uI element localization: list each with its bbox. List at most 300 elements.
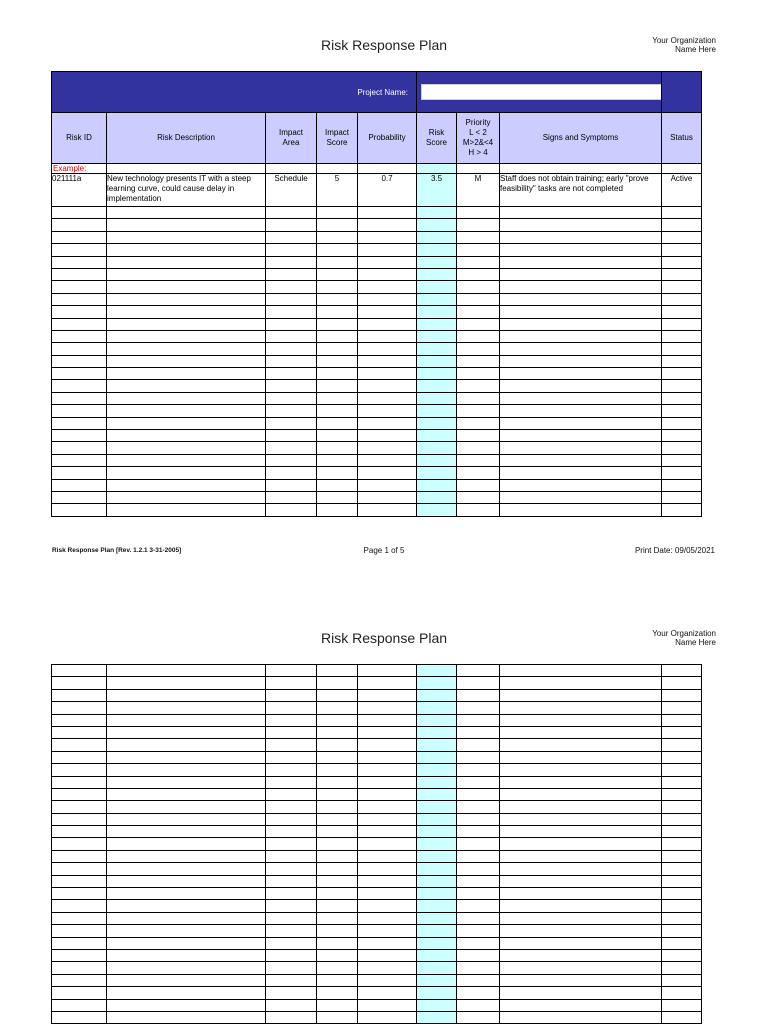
table-cell[interactable] (417, 368, 457, 380)
example-risk-score[interactable]: 3.5 (417, 174, 457, 207)
table-row[interactable] (52, 764, 702, 776)
table-row[interactable] (52, 912, 702, 924)
table-cell[interactable] (457, 726, 500, 738)
table-cell[interactable] (500, 999, 662, 1011)
table-cell[interactable] (52, 504, 107, 516)
table-cell[interactable] (266, 318, 317, 330)
table-row[interactable] (52, 788, 702, 800)
table-cell[interactable] (662, 912, 702, 924)
table-cell[interactable] (358, 776, 417, 788)
table-cell[interactable] (662, 689, 702, 701)
table-cell[interactable] (358, 863, 417, 875)
table-cell[interactable] (417, 875, 457, 887)
table-cell[interactable] (52, 813, 107, 825)
table-cell[interactable] (107, 665, 266, 677)
table-cell[interactable] (317, 900, 358, 912)
table-cell[interactable] (266, 417, 317, 429)
table-cell[interactable] (52, 318, 107, 330)
table-cell[interactable] (266, 467, 317, 479)
table-cell[interactable] (107, 491, 266, 503)
table-cell[interactable] (317, 479, 358, 491)
table-cell[interactable] (107, 479, 266, 491)
table-cell[interactable] (358, 665, 417, 677)
table-cell[interactable] (417, 392, 457, 404)
table-cell[interactable] (457, 962, 500, 974)
table-cell[interactable] (317, 665, 358, 677)
table-cell[interactable] (662, 665, 702, 677)
table-cell[interactable] (52, 491, 107, 503)
table-cell[interactable] (417, 826, 457, 838)
table-cell[interactable] (500, 491, 662, 503)
table-cell[interactable] (500, 826, 662, 838)
table-cell[interactable] (500, 702, 662, 714)
table-cell[interactable] (662, 863, 702, 875)
table-cell[interactable] (500, 962, 662, 974)
table-cell[interactable] (317, 776, 358, 788)
table-cell[interactable] (52, 244, 107, 256)
table-cell[interactable] (317, 318, 358, 330)
table-cell[interactable] (417, 912, 457, 924)
table-cell[interactable] (52, 900, 107, 912)
table-cell[interactable] (662, 442, 702, 454)
table-cell[interactable] (107, 281, 266, 293)
table-cell[interactable] (107, 343, 266, 355)
example-probability[interactable]: 0.7 (358, 174, 417, 207)
table-cell[interactable] (662, 256, 702, 268)
table-row[interactable] (52, 689, 702, 701)
table-cell[interactable] (317, 764, 358, 776)
table-cell[interactable] (662, 937, 702, 949)
table-cell[interactable] (358, 281, 417, 293)
table-cell[interactable] (500, 863, 662, 875)
table-cell[interactable] (266, 726, 317, 738)
table-cell[interactable] (107, 850, 266, 862)
table-cell[interactable] (52, 875, 107, 887)
table-cell[interactable] (266, 751, 317, 763)
table-cell[interactable] (107, 937, 266, 949)
table-cell[interactable] (417, 1011, 457, 1023)
table-cell[interactable] (358, 888, 417, 900)
table-cell[interactable] (52, 467, 107, 479)
table-cell[interactable] (107, 900, 266, 912)
table-cell[interactable] (52, 281, 107, 293)
table-cell[interactable] (52, 925, 107, 937)
table-cell[interactable] (317, 949, 358, 961)
table-cell[interactable] (52, 268, 107, 280)
table-cell[interactable] (52, 999, 107, 1011)
table-cell[interactable] (52, 454, 107, 466)
table-cell[interactable] (358, 677, 417, 689)
table-cell[interactable] (500, 801, 662, 813)
table-row[interactable] (52, 714, 702, 726)
table-cell[interactable] (662, 726, 702, 738)
table-cell[interactable] (358, 801, 417, 813)
table-cell[interactable] (457, 219, 500, 231)
table-cell[interactable] (457, 689, 500, 701)
table-cell[interactable] (107, 925, 266, 937)
table-cell[interactable] (417, 739, 457, 751)
table-cell[interactable] (52, 801, 107, 813)
table-cell[interactable] (500, 318, 662, 330)
table-cell[interactable] (317, 863, 358, 875)
table-cell[interactable] (417, 268, 457, 280)
table-cell[interactable] (662, 764, 702, 776)
table-cell[interactable] (417, 677, 457, 689)
table-cell[interactable] (52, 962, 107, 974)
table-cell[interactable] (317, 380, 358, 392)
table-cell[interactable] (266, 281, 317, 293)
table-cell[interactable] (317, 1011, 358, 1023)
table-cell[interactable] (107, 863, 266, 875)
table-cell[interactable] (107, 454, 266, 466)
table-cell[interactable] (358, 454, 417, 466)
table-cell[interactable] (52, 1011, 107, 1023)
table-cell[interactable] (662, 380, 702, 392)
table-cell[interactable] (358, 726, 417, 738)
table-cell[interactable] (500, 479, 662, 491)
table-cell[interactable] (417, 293, 457, 305)
table-cell[interactable] (317, 430, 358, 442)
table-cell[interactable] (457, 467, 500, 479)
table-cell[interactable] (417, 888, 457, 900)
table-cell[interactable] (358, 405, 417, 417)
table-cell[interactable] (266, 368, 317, 380)
table-cell[interactable] (457, 714, 500, 726)
table-cell[interactable] (317, 231, 358, 243)
table-row[interactable] (52, 330, 702, 342)
table-cell[interactable] (417, 330, 457, 342)
table-cell[interactable] (317, 962, 358, 974)
table-cell[interactable] (500, 231, 662, 243)
table-cell[interactable] (500, 974, 662, 986)
table-cell[interactable] (662, 714, 702, 726)
table-cell[interactable] (358, 293, 417, 305)
table-row[interactable] (52, 417, 702, 429)
table-row[interactable] (52, 826, 702, 838)
table-cell[interactable] (358, 479, 417, 491)
table-cell[interactable] (107, 244, 266, 256)
table-cell[interactable] (500, 430, 662, 442)
table-cell[interactable] (358, 219, 417, 231)
table-cell[interactable] (662, 454, 702, 466)
table-cell[interactable] (358, 838, 417, 850)
table-cell[interactable] (317, 937, 358, 949)
table-row[interactable] (52, 739, 702, 751)
table-cell[interactable] (457, 256, 500, 268)
table-row[interactable] (52, 850, 702, 862)
table-cell[interactable] (107, 219, 266, 231)
table-cell[interactable] (266, 207, 317, 219)
table-cell[interactable] (457, 702, 500, 714)
table-cell[interactable] (52, 838, 107, 850)
table-cell[interactable] (317, 244, 358, 256)
table-cell[interactable] (500, 925, 662, 937)
table-cell[interactable] (457, 925, 500, 937)
table-row[interactable] (52, 999, 702, 1011)
table-cell[interactable] (52, 231, 107, 243)
table-cell[interactable] (107, 788, 266, 800)
table-cell[interactable] (317, 689, 358, 701)
table-cell[interactable] (266, 925, 317, 937)
table-cell[interactable] (52, 888, 107, 900)
table-cell[interactable] (317, 850, 358, 862)
table-row[interactable] (52, 392, 702, 404)
table-cell[interactable] (317, 392, 358, 404)
example-priority[interactable]: M (457, 174, 500, 207)
table-cell[interactable] (317, 207, 358, 219)
table-cell[interactable] (358, 343, 417, 355)
table-cell[interactable] (457, 368, 500, 380)
table-cell[interactable] (500, 293, 662, 305)
table-cell[interactable] (417, 801, 457, 813)
table-cell[interactable] (358, 504, 417, 516)
table-cell[interactable] (317, 355, 358, 367)
table-cell[interactable] (417, 726, 457, 738)
table-cell[interactable] (500, 875, 662, 887)
table-cell[interactable] (457, 231, 500, 243)
table-cell[interactable] (52, 677, 107, 689)
table-cell[interactable] (457, 405, 500, 417)
table-row[interactable] (52, 467, 702, 479)
table-cell[interactable] (52, 912, 107, 924)
table-cell[interactable] (417, 764, 457, 776)
table-cell[interactable] (500, 343, 662, 355)
table-cell[interactable] (107, 999, 266, 1011)
table-cell[interactable] (317, 726, 358, 738)
table-cell[interactable] (417, 776, 457, 788)
table-cell[interactable] (107, 504, 266, 516)
table-cell[interactable] (52, 293, 107, 305)
table-cell[interactable] (107, 888, 266, 900)
table-cell[interactable] (417, 281, 457, 293)
table-cell[interactable] (317, 974, 358, 986)
table-cell[interactable] (457, 788, 500, 800)
table-cell[interactable] (662, 318, 702, 330)
table-cell[interactable] (417, 850, 457, 862)
table-row[interactable] (52, 863, 702, 875)
table-cell[interactable] (266, 714, 317, 726)
table-row[interactable] (52, 677, 702, 689)
table-cell[interactable] (52, 714, 107, 726)
table-cell[interactable] (662, 330, 702, 342)
table-cell[interactable] (662, 999, 702, 1011)
table-cell[interactable] (317, 801, 358, 813)
table-cell[interactable] (500, 838, 662, 850)
table-row[interactable] (52, 813, 702, 825)
table-cell[interactable] (417, 380, 457, 392)
table-cell[interactable] (266, 479, 317, 491)
table-cell[interactable] (52, 776, 107, 788)
table-cell[interactable] (500, 764, 662, 776)
table-cell[interactable] (52, 207, 107, 219)
table-cell[interactable] (417, 306, 457, 318)
table-cell[interactable] (417, 863, 457, 875)
table-cell[interactable] (266, 987, 317, 999)
table-row[interactable] (52, 368, 702, 380)
table-cell[interactable] (457, 268, 500, 280)
table-cell[interactable] (417, 689, 457, 701)
table-cell[interactable] (358, 751, 417, 763)
table-cell[interactable] (358, 318, 417, 330)
table-cell[interactable] (266, 776, 317, 788)
table-row[interactable] (52, 343, 702, 355)
table-cell[interactable] (107, 974, 266, 986)
table-cell[interactable] (457, 504, 500, 516)
table-cell[interactable] (317, 405, 358, 417)
table-cell[interactable] (52, 863, 107, 875)
table-cell[interactable] (662, 925, 702, 937)
table-cell[interactable] (457, 306, 500, 318)
table-cell[interactable] (417, 256, 457, 268)
table-cell[interactable] (457, 739, 500, 751)
table-cell[interactable] (107, 764, 266, 776)
table-cell[interactable] (266, 343, 317, 355)
table-cell[interactable] (457, 392, 500, 404)
table-row[interactable] (52, 219, 702, 231)
table-row[interactable] (52, 949, 702, 961)
table-cell[interactable] (266, 788, 317, 800)
table-cell[interactable] (107, 726, 266, 738)
table-cell[interactable] (457, 863, 500, 875)
table-cell[interactable] (662, 888, 702, 900)
table-cell[interactable] (457, 479, 500, 491)
table-cell[interactable] (500, 751, 662, 763)
table-cell[interactable] (457, 491, 500, 503)
table-cell[interactable] (662, 801, 702, 813)
table-cell[interactable] (52, 306, 107, 318)
table-cell[interactable] (417, 925, 457, 937)
table-cell[interactable] (266, 355, 317, 367)
table-cell[interactable] (500, 900, 662, 912)
table-cell[interactable] (317, 813, 358, 825)
table-row[interactable] (52, 875, 702, 887)
table-row[interactable] (52, 925, 702, 937)
table-cell[interactable] (317, 739, 358, 751)
table-row[interactable] (52, 702, 702, 714)
table-cell[interactable] (107, 838, 266, 850)
example-description[interactable]: New technology presents IT with a steep learning curve, could cause delay in implementation (107, 174, 266, 207)
table-row[interactable] (52, 306, 702, 318)
table-cell[interactable] (107, 467, 266, 479)
table-cell[interactable] (457, 665, 500, 677)
table-cell[interactable] (266, 739, 317, 751)
table-row[interactable] (52, 504, 702, 516)
table-cell[interactable] (417, 207, 457, 219)
table-cell[interactable] (266, 999, 317, 1011)
table-cell[interactable] (266, 900, 317, 912)
table-row[interactable] (52, 293, 702, 305)
table-cell[interactable] (500, 244, 662, 256)
table-row[interactable] (52, 479, 702, 491)
table-cell[interactable] (317, 306, 358, 318)
table-row[interactable] (52, 454, 702, 466)
table-row[interactable] (52, 776, 702, 788)
table-cell[interactable] (358, 937, 417, 949)
table-cell[interactable] (500, 380, 662, 392)
table-cell[interactable] (317, 281, 358, 293)
table-cell[interactable] (417, 405, 457, 417)
table-row[interactable] (52, 900, 702, 912)
table-row[interactable] (52, 726, 702, 738)
table-cell[interactable] (457, 293, 500, 305)
table-cell[interactable] (358, 987, 417, 999)
table-cell[interactable] (500, 504, 662, 516)
table-row[interactable] (52, 838, 702, 850)
table-cell[interactable] (662, 838, 702, 850)
table-cell[interactable] (52, 788, 107, 800)
table-cell[interactable] (107, 776, 266, 788)
table-row[interactable] (52, 231, 702, 243)
table-cell[interactable] (107, 355, 266, 367)
table-cell[interactable] (358, 355, 417, 367)
table-cell[interactable] (317, 368, 358, 380)
table-cell[interactable] (52, 739, 107, 751)
table-cell[interactable] (266, 801, 317, 813)
table-cell[interactable] (107, 689, 266, 701)
table-cell[interactable] (417, 987, 457, 999)
table-cell[interactable] (662, 962, 702, 974)
table-cell[interactable] (500, 306, 662, 318)
table-cell[interactable] (317, 268, 358, 280)
table-cell[interactable] (457, 764, 500, 776)
table-cell[interactable] (358, 430, 417, 442)
table-cell[interactable] (500, 987, 662, 999)
table-cell[interactable] (358, 925, 417, 937)
table-cell[interactable] (317, 925, 358, 937)
table-cell[interactable] (317, 454, 358, 466)
table-cell[interactable] (107, 949, 266, 961)
table-cell[interactable] (662, 677, 702, 689)
table-row[interactable] (52, 256, 702, 268)
table-cell[interactable] (107, 987, 266, 999)
table-cell[interactable] (107, 268, 266, 280)
table-cell[interactable] (500, 677, 662, 689)
table-cell[interactable] (500, 442, 662, 454)
table-cell[interactable] (317, 442, 358, 454)
table-cell[interactable] (52, 392, 107, 404)
table-cell[interactable] (266, 875, 317, 887)
table-cell[interactable] (500, 417, 662, 429)
table-row[interactable] (52, 318, 702, 330)
table-cell[interactable] (266, 863, 317, 875)
table-cell[interactable] (662, 405, 702, 417)
table-cell[interactable] (662, 293, 702, 305)
table-cell[interactable] (500, 788, 662, 800)
table-cell[interactable] (358, 392, 417, 404)
table-cell[interactable] (500, 392, 662, 404)
table-cell[interactable] (417, 219, 457, 231)
table-row[interactable] (52, 430, 702, 442)
table-cell[interactable] (662, 207, 702, 219)
table-cell[interactable] (457, 949, 500, 961)
table-cell[interactable] (662, 751, 702, 763)
table-cell[interactable] (266, 491, 317, 503)
table-cell[interactable] (457, 318, 500, 330)
table-cell[interactable] (417, 788, 457, 800)
table-cell[interactable] (500, 467, 662, 479)
table-cell[interactable] (662, 504, 702, 516)
table-cell[interactable] (317, 714, 358, 726)
table-cell[interactable] (457, 417, 500, 429)
example-signs[interactable]: Staff does not obtain training; early "prove feasibility" tasks are not completed (500, 174, 662, 207)
table-cell[interactable] (500, 368, 662, 380)
table-cell[interactable] (52, 442, 107, 454)
table-cell[interactable] (358, 962, 417, 974)
table-cell[interactable] (358, 368, 417, 380)
table-cell[interactable] (266, 764, 317, 776)
table-cell[interactable] (500, 355, 662, 367)
table-cell[interactable] (662, 430, 702, 442)
